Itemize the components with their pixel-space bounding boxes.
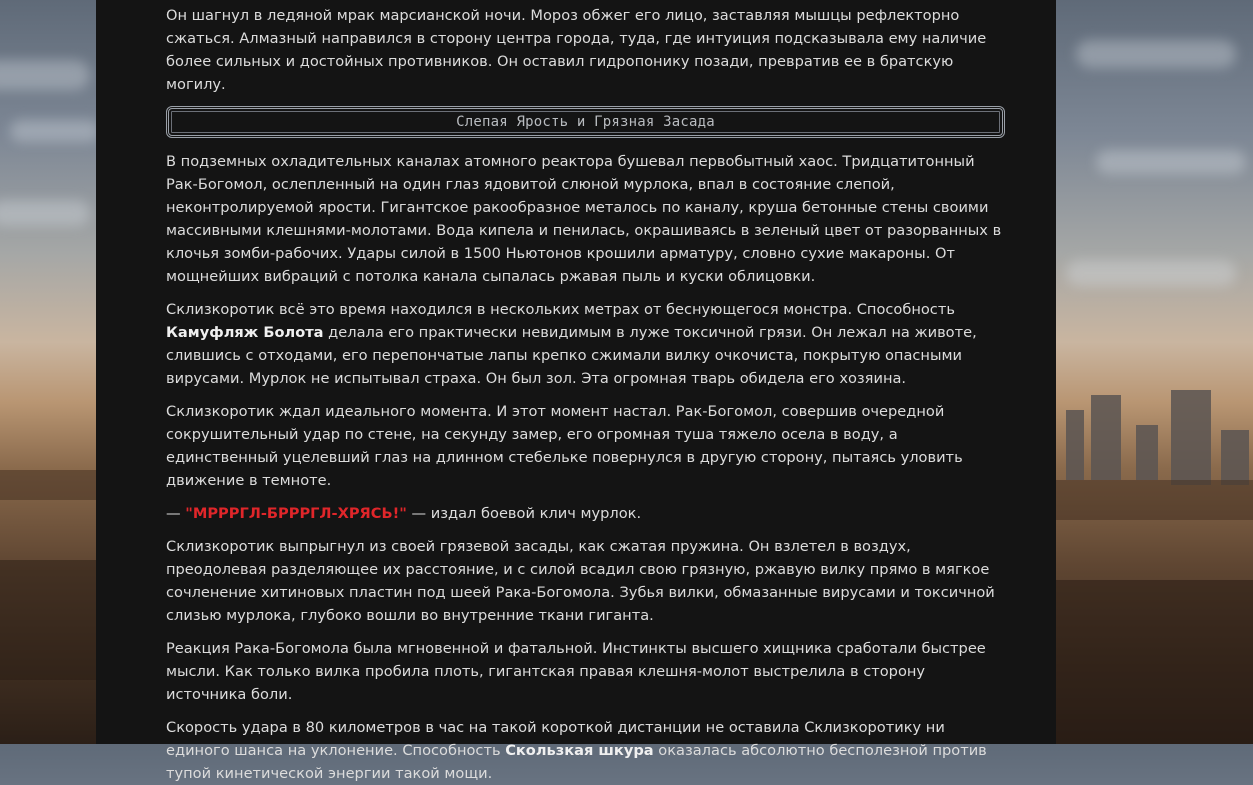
background-right-scenery: [1056, 0, 1253, 744]
dialogue-attribution: — издал боевой клич мурлок.: [406, 505, 642, 522]
dialogue-line: [166, 502, 1005, 525]
cloud: [10, 120, 100, 142]
cloud: [0, 200, 90, 226]
ruin-spire: [1136, 425, 1158, 480]
cloud: [1096, 150, 1246, 174]
ruin-spire: [1091, 395, 1121, 480]
ability-camouflage: Камуфляж Болота: [166, 324, 324, 341]
paragraph-2: [166, 298, 1005, 390]
paragraph-5: Реакция Рака-Богомола была мгновенной и фатальной. Инстинкты высшего хищника сработали быстрее мысли. Как только вилка пробила плоть, гигантская правая клешня-молот выстрелила в сторону источника боли.: [166, 640, 986, 703]
ability-slippery-skin: Скользкая шкура: [505, 742, 654, 759]
paragraph-2-text-cont: делала его практически невидимым в луже токсичной грязи. Он лежал на животе, слившись с отходами, его перепончатые лапы крепко сжимали вилку очкочиста, покрытую опасными вирусами. Мурлок не испытывал страха. Он был зол. Эта огромная тварь обидела его хозяина.: [166, 324, 977, 387]
chapter-heading-box: [166, 106, 1005, 138]
ruin-spire: [1171, 390, 1211, 485]
ground-band: [1056, 580, 1253, 744]
ground-band: [0, 560, 96, 680]
story-article: [96, 0, 1056, 782]
chapter-title: Слепая Ярость и Грязная Засада: [456, 113, 715, 130]
battle-cry: "МРРРГЛ-БРРРГЛ-ХРЯСЬ!": [185, 505, 407, 522]
paragraph-4: Склизкоротик выпрыгнул из своей грязевой засады, как сжатая пружина. Он взлетел в воздух, преодолевая разделяющее их расстояние, и с силой всадил свою грязную, ржавую вилку прямо в мягкое сочленение хитиновых пластин под шеей Рака-Богомола. Зубья вилки, обмазанные вирусами и токсичной слизью мурлока, глубоко вошли во внутренние ткани гиганта.: [166, 538, 995, 624]
cloud: [1076, 40, 1236, 68]
paragraph-6: [166, 716, 1005, 785]
ruin-spire: [1066, 410, 1084, 480]
intro-paragraph: Он шагнул в ледяной мрак марсианской ночи. Мороз обжег его лицо, заставляя мышцы рефлекторно сжаться. Алмазный направился в сторону центра города, туда, где интуиция подсказывала ему наличие более сильных и достойных противников. Он оставил гидропонику позади, превратив ее в братскую могилу.: [166, 7, 987, 93]
ruin-spire: [1221, 430, 1249, 485]
horizon-band: [1056, 480, 1253, 520]
paragraph-6-text: Скорость удара в 80 километров в час на такой короткой дистанции не оставила Склизкоротику ни единого шанса на уклонение. Способность: [166, 719, 945, 759]
dialogue-dash: —: [166, 505, 186, 522]
paragraph-2-text: Склизкоротик всё это время находился в нескольких метрах от беснующегося монстра. Способность: [166, 301, 955, 318]
paragraph-3: Склизкоротик ждал идеального момента. И этот момент настал. Рак-Богомол, совершив очередной сокрушительный удар по стене, на секунду замер, его огромная туша тяжело осела в воду, а единственный уцелевший глаз на длинном стебельке повернулся в другую сторону, пытаясь уловить движение в темноте.: [166, 403, 963, 489]
cloud: [1066, 260, 1236, 286]
paragraph-6-text-cont: оказалась абсолютно бесполезной против тупой кинетической энергии такой мощи.: [166, 742, 987, 782]
paragraph-1: В подземных охладительных каналах атомного реактора бушевал первобытный хаос. Тридцатитонный Рак-Богомол, ослепленный на один глаз ядовитой слюной мурлока, впал в состояние слепой, неконтролируемой ярости. Гигантское ракообразное металось по каналу, круша бетонные стены своими массивными клешнями-молотами. Вода кипела и пенилась, окрашиваясь в зеленый цвет от разорванных в клочья зомби-рабочих. Удары силой в 1500 Ньютонов крошили арматуру, словно сухие макароны. От мощнейших вибраций с потолка канала сыпалась ржавая пыль и куски облицовки.: [166, 153, 1002, 285]
horizon-band: [0, 470, 96, 500]
background-left-scenery: [0, 0, 96, 744]
cloud: [0, 60, 90, 90]
